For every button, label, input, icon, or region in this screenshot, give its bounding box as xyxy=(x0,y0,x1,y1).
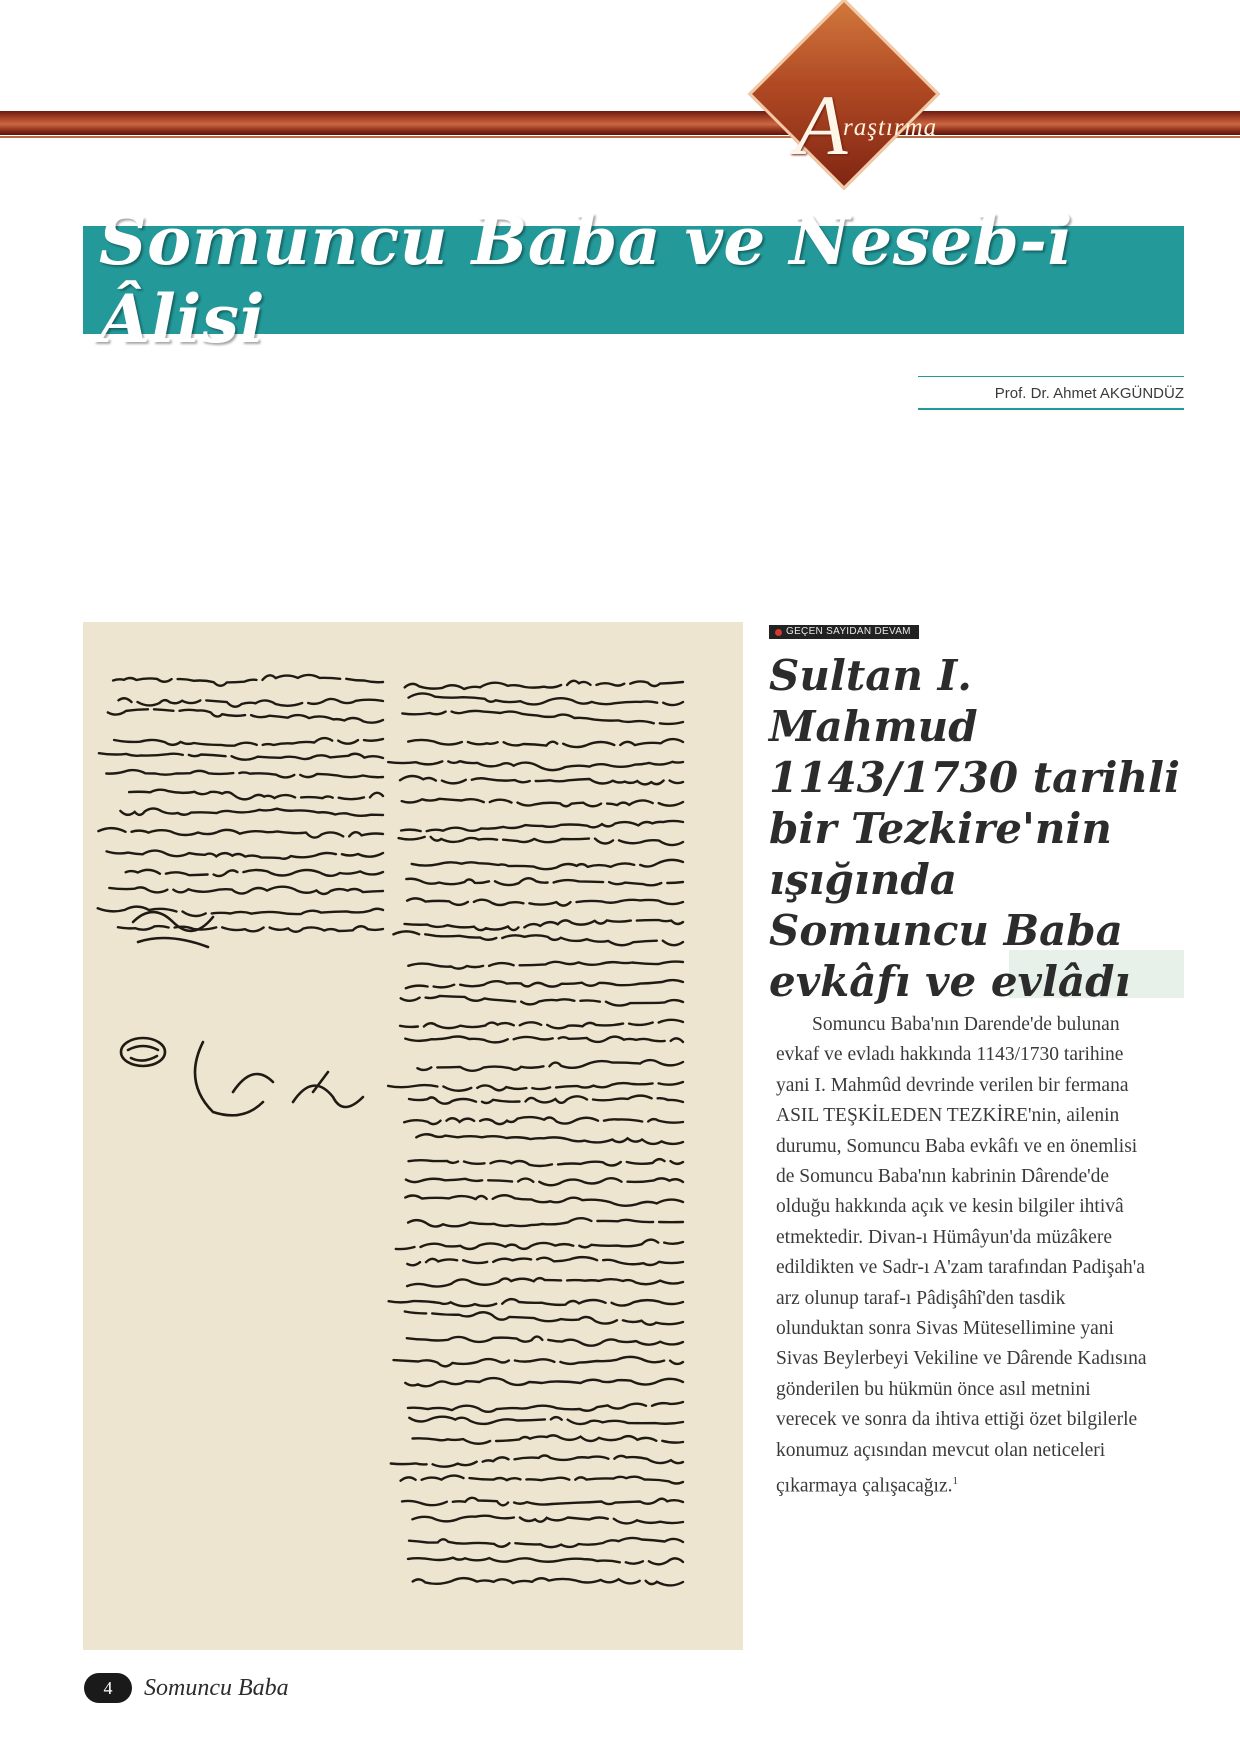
handwriting-stroke xyxy=(405,681,683,689)
section-initial: A xyxy=(795,77,848,173)
handwriting-stroke xyxy=(389,1299,683,1306)
handwriting-stroke xyxy=(405,1195,683,1206)
handwriting-stroke xyxy=(100,770,383,777)
red-dot-icon xyxy=(775,629,782,636)
handwriting-stroke xyxy=(395,996,683,1006)
handwriting-stroke xyxy=(408,962,683,969)
handwriting-stroke xyxy=(413,1578,683,1585)
handwriting-stroke xyxy=(388,1082,683,1091)
handwriting-stroke xyxy=(396,1240,683,1249)
handwriting-stroke xyxy=(402,1498,683,1506)
body-paragraph-text: Somuncu Baba'nın Darende'de bulunan evkaf ve evladı hakkında 1143/1730 tarihine yani I. Mahmûd devrinde verilen bir fermana ASIL TEŞKİLEDEN TEZKİRE'nin, ailenin durumu, Somuncu Baba evkâfı ve en önemlisi de Somuncu Baba'nın kabrinin Dârende'de olduğu hakkında açık ve kesin bilgiler ihtivâ etmektedir. Divan-ı Hümâyun'da müzâkere edildikten ve Sadr-ı A'zam tarafından Padişah'a arz olunup taraf-ı Pâdişâhî'den tasdik olunduktan sonra Sivas Mütesellimine yani Sivas Beylerbeyi Vekiline ve Dârende Kadısına gönderilen bu hükmün önce asıl metnini verecek ve sonra da ihtiva ettiği özet bilgilerle konumuz açısından mevcut olan neticeleri çıkarmaya çalışacağız. xyxy=(776,1014,1147,1497)
handwriting-stroke xyxy=(113,675,383,686)
handwriting-stroke xyxy=(406,1178,683,1185)
handwriting-stroke xyxy=(408,739,683,747)
continued-from-previous-tag xyxy=(769,625,919,639)
handwriting-stroke xyxy=(120,808,383,815)
handwriting-stroke xyxy=(408,1218,683,1226)
handwriting-stroke xyxy=(400,1020,683,1028)
handwriting-stroke xyxy=(402,711,683,724)
article-title: Somuncu Baba ve Neseb-i Âlisi xyxy=(99,202,1073,358)
handwriting-stroke xyxy=(404,1117,683,1124)
author-byline: Prof. Dr. Ahmet AKGÜNDÜZ xyxy=(918,376,1184,410)
page-number: 4 xyxy=(84,1673,132,1703)
handwriting-stroke xyxy=(409,1417,683,1424)
handwriting-stroke xyxy=(108,709,383,722)
article-subtitle: Sultan I. Mahmud 1143/1730 tarihli bir Tezkire'nin ışığında Somuncu Baba evkâfı ve evlâdı xyxy=(769,651,1180,1006)
handwriting-stroke xyxy=(400,776,683,784)
continued-tag-label: GEÇEN SAYIDAN DEVAM xyxy=(786,626,911,637)
handwriting-stroke xyxy=(406,860,683,869)
handwriting-stroke xyxy=(411,1060,683,1071)
handwriting-stroke xyxy=(405,1378,683,1386)
handwriting-stroke xyxy=(119,698,384,707)
handwriting-stroke xyxy=(404,920,683,930)
handwriting-stroke xyxy=(409,1096,683,1104)
handwriting-stroke xyxy=(406,878,683,885)
magazine-name: Somuncu Baba xyxy=(144,1674,289,1701)
handwriting-stroke xyxy=(410,1134,683,1144)
handwriting-stroke xyxy=(98,828,383,837)
handwriting-stroke xyxy=(408,1402,683,1412)
handwriting-stroke xyxy=(402,799,683,806)
footnote-ref: 1 xyxy=(952,1475,958,1488)
subtitle-block xyxy=(769,650,1184,1006)
body-paragraph xyxy=(776,1010,1156,1502)
handwriting-stroke xyxy=(406,980,683,988)
handwriting-stroke xyxy=(405,1311,683,1324)
manuscript-image xyxy=(83,622,743,1650)
handwriting-stroke xyxy=(385,1456,683,1467)
handwriting-stroke xyxy=(413,1435,684,1443)
handwriting-stroke xyxy=(401,821,683,831)
handwriting-stroke xyxy=(114,738,383,746)
handwriting-stroke xyxy=(407,1337,683,1346)
page-footer xyxy=(84,1670,289,1706)
handwriting-stroke xyxy=(394,1357,683,1366)
handwriting-stroke xyxy=(401,1476,683,1484)
handwriting-stroke xyxy=(388,761,683,770)
article-body xyxy=(776,1010,1156,1502)
handwriting-stroke xyxy=(402,1558,683,1565)
handwriting-stroke xyxy=(409,693,684,705)
header-band-line xyxy=(0,136,1240,138)
handwriting-stroke xyxy=(403,1538,683,1547)
handwriting-stroke xyxy=(99,753,383,760)
handwriting-stroke xyxy=(412,1516,683,1524)
title-banner xyxy=(83,202,1184,358)
handwriting-stroke xyxy=(107,851,383,859)
section-name: raştırma xyxy=(843,114,938,141)
handwriting-stroke xyxy=(393,837,683,845)
handwriting-stroke xyxy=(123,790,383,800)
section-label xyxy=(795,77,1035,173)
handwriting-stroke xyxy=(120,870,383,876)
handwriting-stroke xyxy=(109,887,383,894)
handwriting-stroke xyxy=(405,1037,683,1043)
handwriting-stroke xyxy=(407,1278,683,1286)
handwriting-stroke xyxy=(407,1257,683,1265)
handwriting-stroke xyxy=(401,898,683,905)
handwriting-stroke xyxy=(118,926,383,932)
handwriting-stroke xyxy=(393,931,683,945)
handwriting-stroke xyxy=(408,1159,683,1166)
header-band xyxy=(0,111,1240,135)
